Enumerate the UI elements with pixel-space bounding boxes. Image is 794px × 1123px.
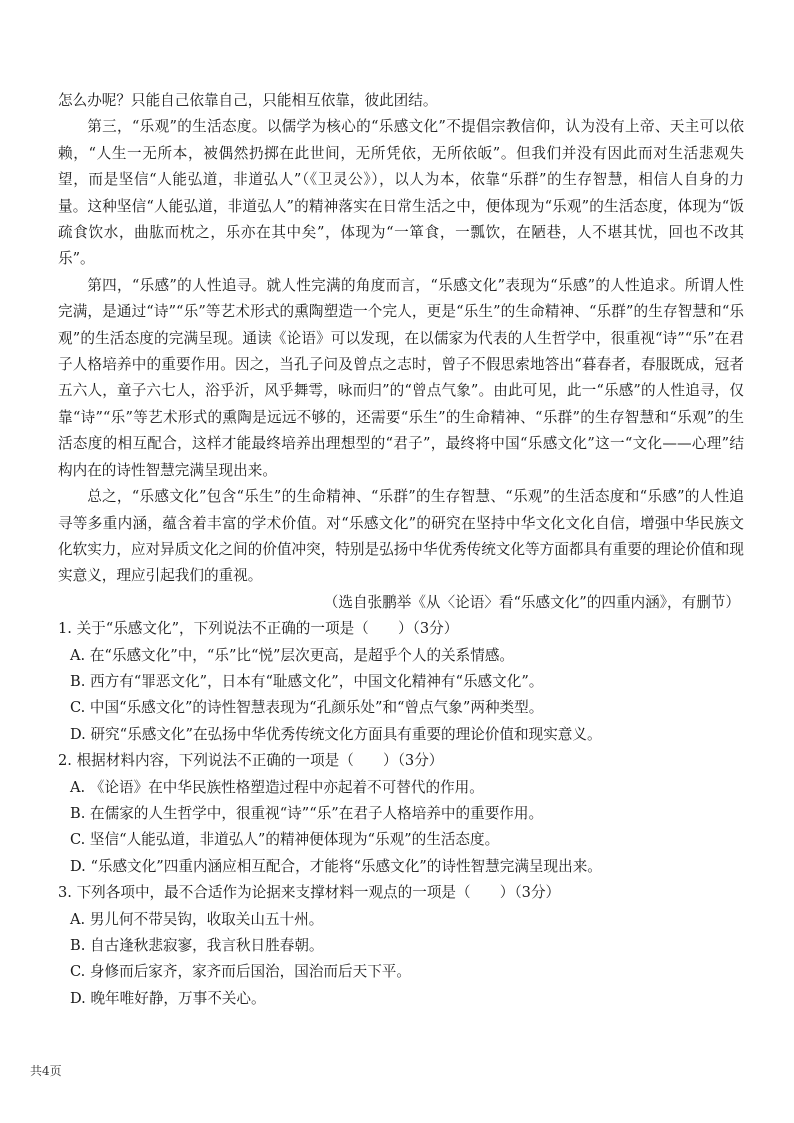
question-stem: 2. 根据材料内容，下列说法不正确的一项是（ ）（3分） bbox=[58, 752, 444, 770]
question-option-c: C. 身修而后家齐，家齐而后国治，国治而后天下平。 bbox=[70, 963, 411, 981]
passage-paragraph-continuation: 怎么办呢？只能自己依靠自己，只能相互依靠，彼此团结。 bbox=[58, 92, 438, 109]
passage-paragraph-conclusion: 总之，“乐感文化”包含“乐生”的生命精神、“乐群”的生存智慧、“乐观”的生活态度和“乐感”的人性追寻等多重内涵，蕴含着丰富的学术价值。对“乐感文化”的研究在坚持中华文化文化自信，增强中华民族文化软实力，应对异质文化之间的价值冲突，特别是弘扬中华优秀传统文化等方面都具有重要的理论价值和现实意义，理应引起我们的重视。 bbox=[58, 488, 744, 585]
passage-paragraph-optimism: 第三，“乐观”的生活态度。以儒学为核心的“乐感文化”不提倡宗教信仰，认为没有上帝、天主可以依赖，“人生一无所本，被偶然扔掷在此世间，无所凭依，无所依皈”。但我们并没有因此而对生活悲观失望，而是坚信“人能弘道，非道弘人”（《卫灵公》），以人为本，依靠“乐群”的生存智慧，相信人自身的力量。这种坚信“人能弘道，非道弘人”的精神落实在日常生活之中，便体现为“乐观”的生活态度，体现为“饭疏食饮水，曲肱而枕之，乐亦在其中矣”，体现为“一箪食，一瓢饮，在陋巷，人不堪其忧，回也不改其乐”。 bbox=[58, 118, 744, 268]
question-option-d: D. 晚年唯好静，万事不关心。 bbox=[70, 989, 266, 1007]
question-1 bbox=[58, 616, 744, 748]
question-option-d: D. “乐感文化”四重内涵应相互配合，才能将“乐感文化”的诗性智慧完满呈现出来。 bbox=[70, 857, 602, 875]
question-option-b: B. 自古逢秋悲寂寥，我言秋日胜春朝。 bbox=[70, 937, 324, 954]
question-option-c: C. 坚信“人能弘道，非道弘人”的精神便体现为“乐观”的生活态度。 bbox=[70, 831, 500, 849]
question-option-d: D. 研究“乐感文化”在弘扬中华优秀传统文化方面具有重要的理论价值和现实意义。 bbox=[70, 725, 602, 743]
question-list bbox=[58, 616, 744, 1012]
passage-paragraph-humanity: 第四，“乐感”的人性追寻。就人性完满的角度而言，“乐感文化”表现为“乐感”的人性追求。所谓人性完满，是通过“诗”“乐”等艺术形式的熏陶塑造一个完人，更是“乐生”的生命精神、“乐群”的生存智慧和“乐观”的生活态度的完满呈现。通读《论语》可以发现，在以儒家为代表的人生哲学中，很重视“诗”“乐”在君子人格培养中的重要作用。因之，当孔子问及曾点之志时，曾子不假思索地答出“暮春者，春服既成，冠者五六人，童子六七人，浴乎沂，风乎舞雩，咏而归”的“曾点气象”。由此可见，此一“乐感”的人性追寻，仅靠“诗”“乐”等艺术形式的熏陶是远远不够的，还需要“乐生”的生命精神、“乐群”的生存智慧和“乐观”的生活态度的相互配合，这样才能最终培养出理想型的“君子”，最终将中国“乐感文化”这一“文化——心理”结构内在的诗性智慧完满呈现出来。 bbox=[58, 276, 744, 479]
question-option-c: C. 中国“乐感文化”的诗性智慧表现为“孔颜乐处”和“曾点气象”两种类型。 bbox=[70, 699, 544, 717]
reading-passage bbox=[58, 88, 744, 616]
question-2 bbox=[58, 748, 744, 880]
question-option-a: A. 男儿何不带吴钩，收取关山五十州。 bbox=[70, 910, 324, 928]
question-option-b: B. 在儒家的人生哲学中，很重视“诗”“乐”在君子人格培养中的重要作用。 bbox=[70, 804, 544, 822]
question-stem: 1. 关于“乐感文化”，下列说法不正确的一项是（ ）（3分） bbox=[58, 620, 459, 638]
question-option-b: B. 西方有“罪恶文化”，日本有“耻感文化”，中国文化精神有“乐感文化”。 bbox=[70, 672, 544, 690]
question-3 bbox=[58, 880, 744, 1012]
passage-source: （选自张鹏举《从〈论语〉看“乐感文化”的四重内涵》，有删节） bbox=[323, 593, 740, 611]
question-stem: 3. 下列各项中，最不合适作为论据来支撑材料一观点的一项是（ ）（3分） bbox=[58, 884, 561, 902]
question-option-a: A. 《论语》在中华民族性格塑造过程中亦起着不可替代的作用。 bbox=[70, 778, 484, 796]
question-option-a: A. 在“乐感文化”中，“乐”比“悦”层次更高，是超乎个人的关系情感。 bbox=[70, 646, 515, 664]
page-footer: 共4页 bbox=[30, 1064, 62, 1078]
